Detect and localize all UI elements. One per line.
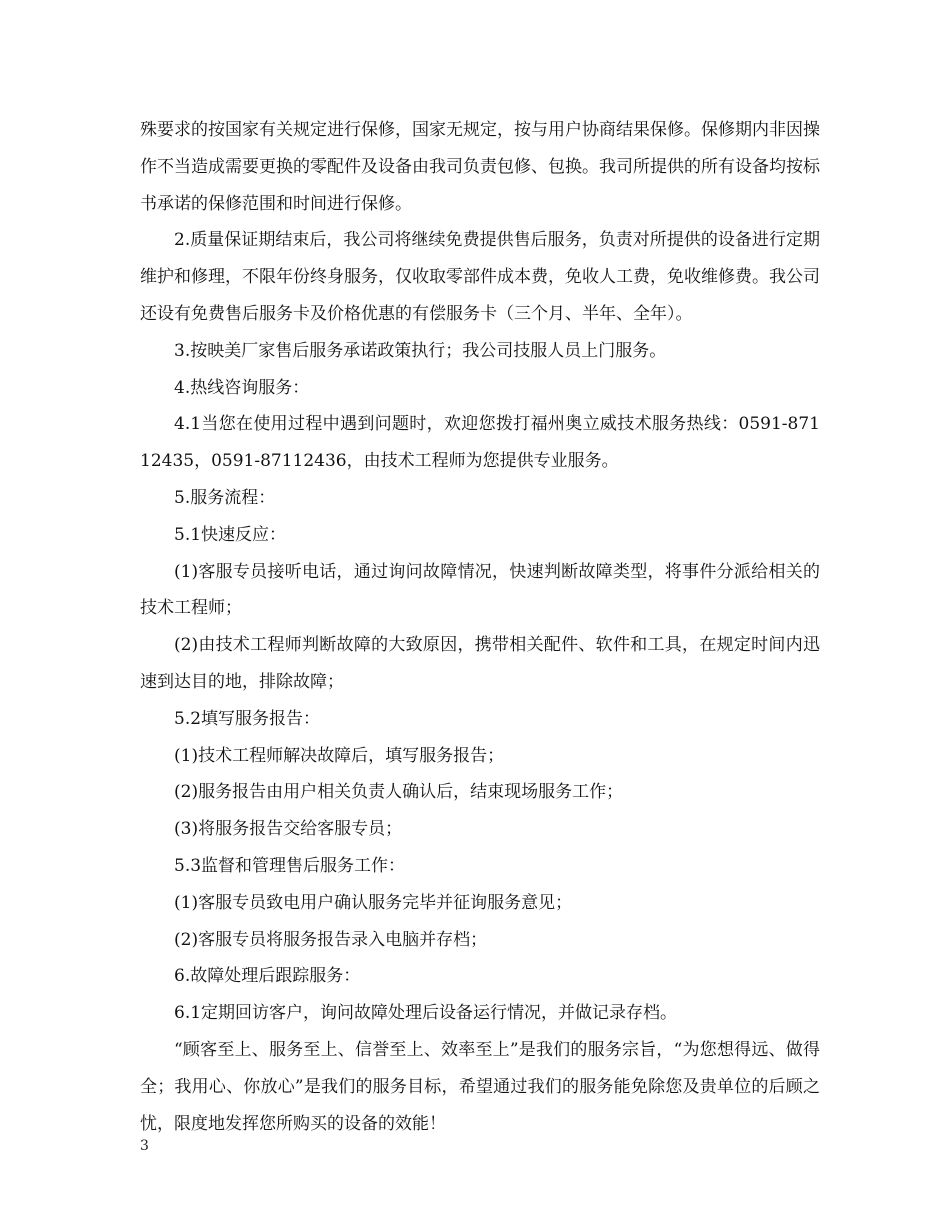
paragraph: 5.服务流程：: [174, 487, 276, 508]
paragraph: (2)服务报告由用户相关负责人确认后，结束现场服务工作；: [174, 782, 624, 803]
paragraph: (2)客服专员将服务报告录入电脑并存档；: [174, 929, 488, 950]
paragraph: “顾客至上、服务至上、信誉至上、效率至上”是我们的服务宗旨，“为您想得远、做得全；我用心、你放心”是我们的服务目标，希望通过我们的服务能免除您及贵单位的后顾之忧，限度地发挥您所购买的设备的效能！: [140, 1039, 820, 1134]
paragraph: 2.质量保证期结束后，我公司将继续免费提供售后服务，负责对所提供的设备进行定期维护和修理，不限年份终身服务，仅收取零部件成本费，免收人工费，免收维修费。我公司还设有免费售后服务卡及价格优惠的有偿服务卡（三个月、半年、全年）。: [140, 230, 820, 324]
page-number: 3: [140, 1138, 149, 1154]
paragraph: (1)客服专员接听电话，通过询问故障情况，快速判断故障类型，将事件分派给相关的技术工程师；: [140, 561, 820, 619]
paragraph: 5.1快速反应：: [174, 524, 287, 545]
paragraph: 4.1当您在使用过程中遇到问题时，欢迎您拨打福州奥立威技术服务热线：0591-87112435，0591-87112436，由技术工程师为您提供专业服务。: [140, 414, 820, 472]
paragraph: 6.1定期回访客户，询问故障处理后设备运行情况，并做记录存档。: [174, 1003, 678, 1024]
paragraph: (1)客服专员致电用户确认服务完毕并征询服务意见；: [174, 892, 573, 913]
paragraph: 4.热线咨询服务：: [174, 377, 310, 398]
paragraph: 5.3监督和管理售后服务工作：: [174, 855, 406, 876]
paragraph: 殊要求的按国家有关规定进行保修，国家无规定，按与用户协商结果保修。保修期内非因操作不当造成需要更换的零配件及设备由我司负责包修、包换。我司所提供的所有设备均按标书承诺的保修范围和时间进行保修。: [140, 120, 820, 214]
paragraph: (3)将服务报告交给客服专员；: [174, 819, 403, 840]
body-text: [140, 112, 820, 1142]
paragraph: 3.按映美厂家售后服务承诺政策执行；我公司技服人员上门服务。: [174, 340, 667, 361]
paragraph: (2)由技术工程师判断故障的大致原因，携带相关配件、软件和工具，在规定时间内迅速到达目的地，排除故障；: [140, 635, 820, 692]
paragraph: (1)技术工程师解决故障后，填写服务报告；: [174, 745, 505, 766]
paragraph: 5.2填写服务报告：: [174, 708, 321, 729]
paragraph: 6.故障处理后跟踪服务：: [174, 966, 361, 987]
